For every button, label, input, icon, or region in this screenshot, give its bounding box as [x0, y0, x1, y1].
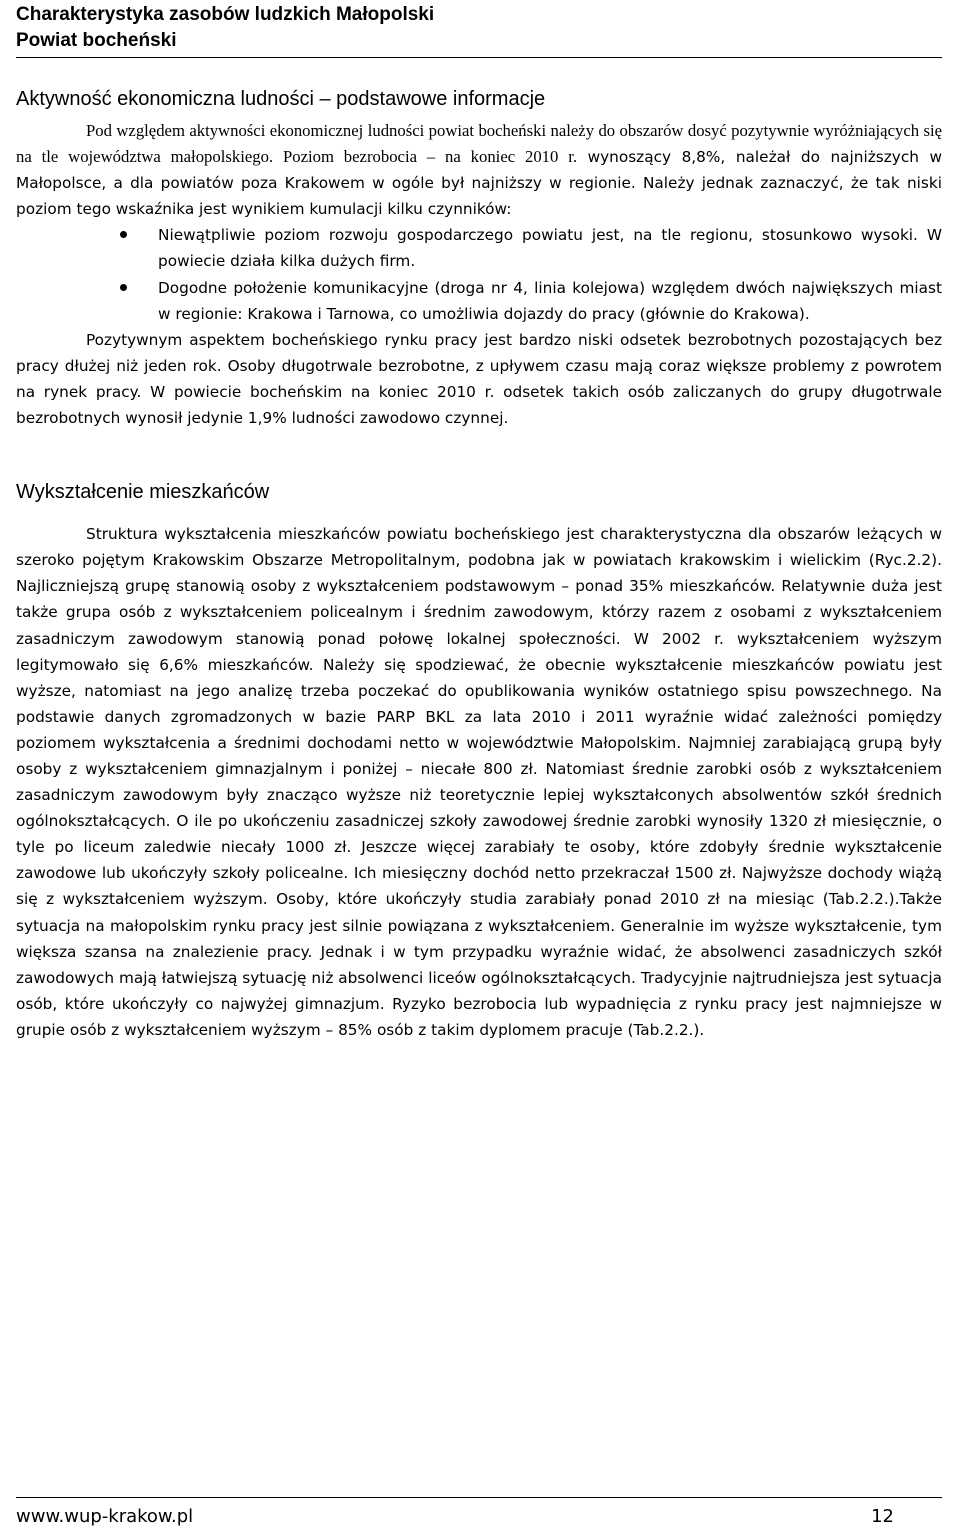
footer-website-link[interactable]: www.wup-krakow.pl [16, 1506, 194, 1527]
header-title: Charakterystyka zasobów ludzkich Małopolski [16, 4, 435, 25]
paragraph-economic-activity-intro [16, 118, 942, 222]
section-heading-education: Wykształcenie mieszkańców [16, 481, 270, 504]
list-item-text: Dogodne położenie komunikacyjne (droga nr 4, linia kolejowa) względem dwóch największych miast w regionie: Krakowa i Tarnowa, co umożliwia dojazdy do pracy (głównie do Krakowa). [158, 278, 942, 323]
section-heading-economic-activity: Aktywność ekonomiczna ludności – podstawowe informacje [16, 88, 546, 110]
paragraph-long-term-unemployment: Pozytywnym aspektem bocheńskiego rynku pracy jest bardzo niski odsetek bezrobotnych pozostających bez pracy dłużej niż jeden rok. Osoby długotrwale bezrobotne, z upływem czasu mają coraz większe problemy z powrotem na rynek pracy. W powiecie bocheńskim na koniec 2010 r. odsetek takich osób zaliczanych do grupy długotrwale bezrobotnych wynosił jedynie 1,9% ludności zawodowo czynnej. [16, 330, 942, 428]
paragraph-education: Struktura wykształcenia mieszkańców powiatu bocheńskiego jest charakterystyczna dla obszarów leżących w szeroko pojętym Krakowskim Obszarze Metropolitalnym, podobna jak w powiatach krakowskim i wielickim (Ryc.2.2). Najliczniejszą grupę stanowią osoby z wykształceniem podstawowym – ponad 35% mieszkańców. Relatywnie duża jest także grupa osób z wykształceniem policealnym i średnim zawodowym, którzy razem z osobami z wykształceniem zasadniczym zawodowym stanowią ponad połowę lokalnej społeczności. W 2002 r. wykształceniem wyższym legitymowało się 6,6% mieszkańców. Należy się spodziewać, że obecnie wykształcenie mieszkańców powiatu jest wyższe, natomiast na jego analizę trzeba poczekać do opublikowania wyników ostatniego spisu powszechnego. Na podstawie danych zgromadzonych w bazie PARP BKL za lata 2010 i 2011 wyraźnie widać zależności pomiędzy poziomem wykształcenia a średnimi dochodami netto w województwie Małopolskim. Najmniej zarabiającą grupą były osoby z wykształceniem gimnazjalnym i poniżej – niecałe 800 zł. Natomiast średnie zarobki osób z wykształceniem zasadniczym zawodowym były znacząco wyższe niż teoretycznie lepiej wykształconych absolwentów szkół średnich ogólnokształcących. O ile po ukończeniu zasadniczej szkoły zawodowej średnie zarobki wynosiły 1320 zł miesięcznie, o tyle po liceum zaledwie niecały 1000 zł. Jeszcze więcej zarabiały te osoby, które zdobyły średnie wykształcenie zawodowe lub ukończyły szkoły policealne. Ich miesięczny dochód netto przekraczał 1500 zł. Najwyższe dochody wiążą się z wykształceniem wyższym. Osoby, które ukończyły studia zarabiały ponad 2010 zł na miesiąc (Tab.2.2.).Także sytuacja na małopolskim rynku pracy jest silnie powiązana z wykształceniem. Generalnie im wyższe wykształcenie, tym większa szansa na znalezienie pracy. Jednak i w tym przypadku wyraźnie widać, że absolwenci zasadniczych szkół zawodowych mają łatwiejszą sytuację niż absolwenci liceów ogólnokształcących. Tradycyjnie najtrudniejsza jest sytuacja osób, które ukończyły co najwyżej gimnazjum. Ryzyko bezrobocia lub wypadnięcia z rynku pracy jest najmniejsze w grupie osób z wykształceniem wyższym – 85% osób z takim dyplomem pracuje (Tab.2.2.). [16, 525, 942, 1039]
document-body [16, 86, 942, 1043]
header-divider [16, 57, 942, 58]
list-item [158, 222, 942, 274]
intro-rest-text: wynoszący 8,8%, należał do najniższych w Małopolsce, a dla powiatów poza Krakowem w ogóle był najniższy w regionie. Należy jednak zaznaczyć, że tak niski poziom tego wskaźnika jest wynikiem kumulacji kilku czynników: [16, 148, 942, 219]
list-item [158, 275, 942, 327]
list-item-text: Niewątpliwie poziom rozwoju gospodarczego powiatu jest, na tle regionu, stosunkowo wysoki. W powiecie działa kilka dużych firm. [158, 226, 942, 271]
intro-serif-text: Pod względem aktywności ekonomicznej ludności powiat bocheński należy do obszarów dosyć pozytywnie wyróżniających się na tle województwa małopolskiego. Poziom bezrobocia – na koniec 2010 r. [16, 121, 942, 167]
bullet-icon [120, 284, 127, 291]
bullet-icon [120, 231, 127, 238]
document-header [16, 2, 946, 54]
footer-divider [16, 1497, 942, 1498]
page-number: 12 [871, 1506, 894, 1527]
header-subtitle: Powiat bocheński [16, 30, 177, 51]
factors-list [16, 222, 942, 326]
